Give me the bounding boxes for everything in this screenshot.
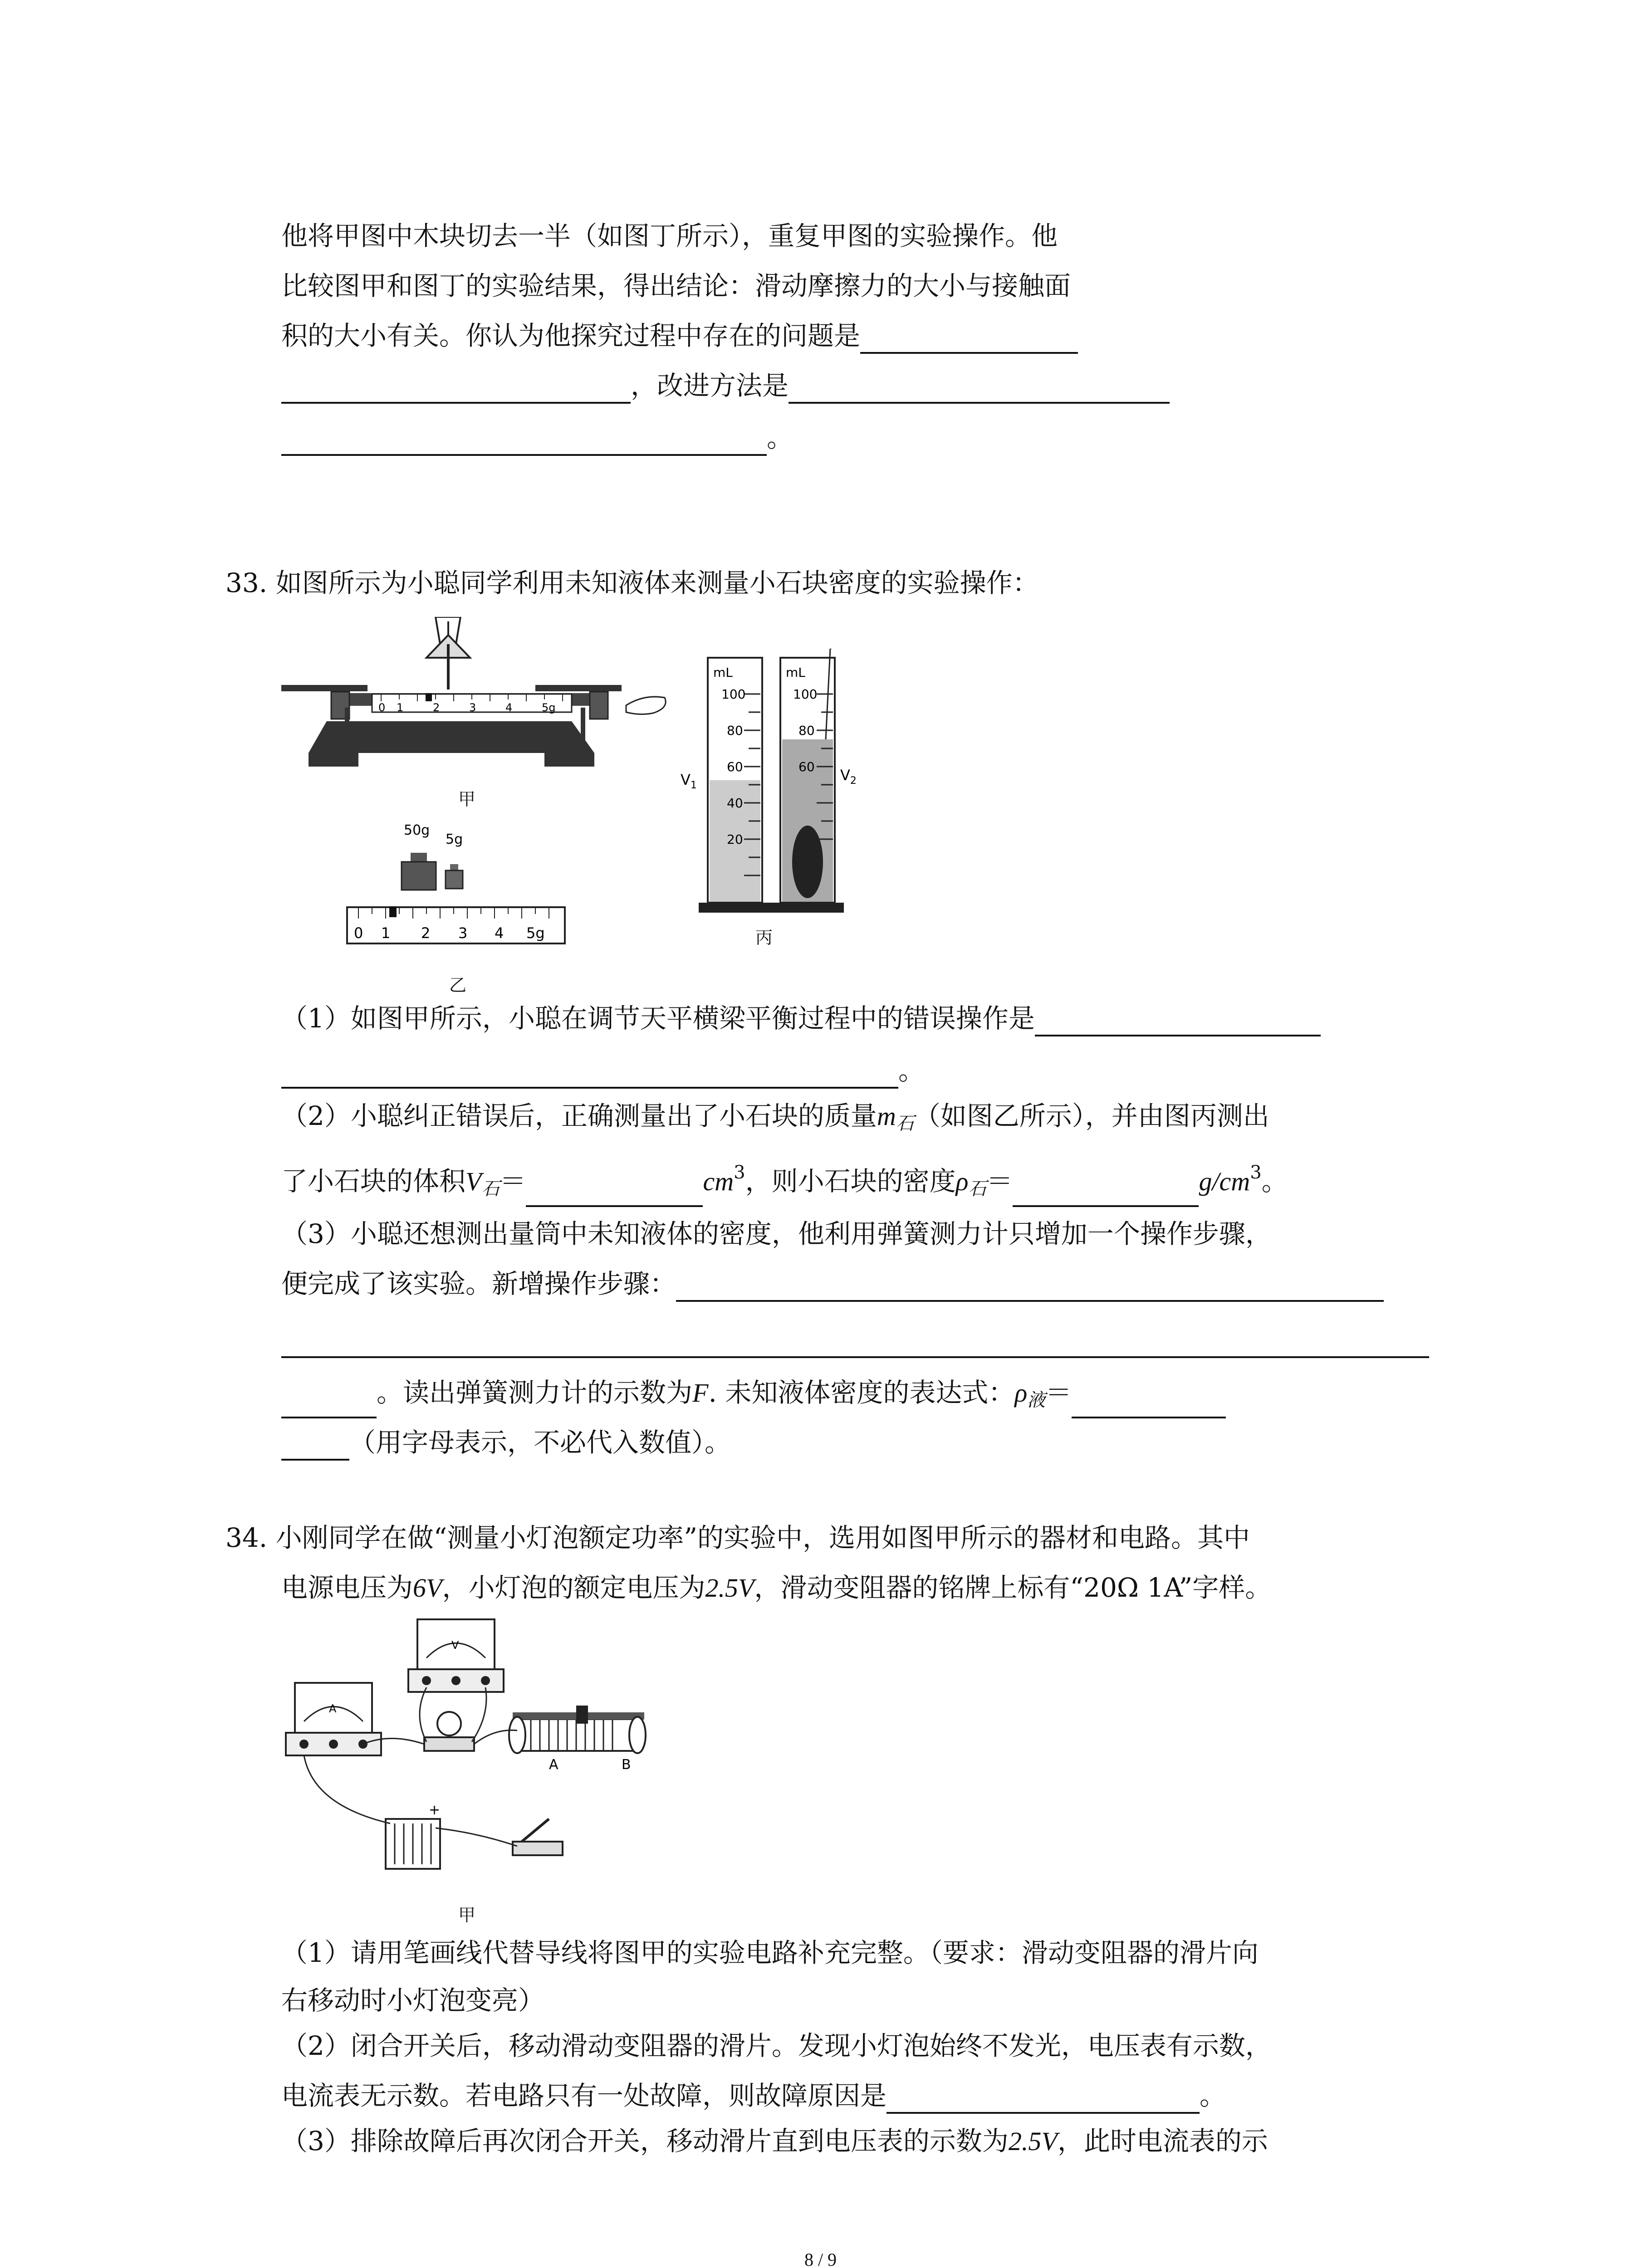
balance-scale-label: 3 xyxy=(469,701,476,714)
balance-scale-label: 0 xyxy=(378,701,386,714)
weights-figure xyxy=(345,821,581,957)
answer-blank[interactable] xyxy=(281,1388,377,1418)
q34-part3-line1: （3）排除故障后再次闭合开关，移动滑片直到电压表的示数为2.5V，此时电流表的示 xyxy=(281,2126,1268,2156)
answer-blank[interactable] xyxy=(526,1177,703,1207)
q32-line-1: 他将甲图中木块切去一半（如图丁所示），重复甲图的实验操作。他 xyxy=(281,220,1058,251)
cylinder-tick: 60 xyxy=(727,759,743,774)
answer-blank[interactable] xyxy=(281,1059,898,1089)
answer-blank[interactable] xyxy=(281,374,631,404)
answer-blank[interactable] xyxy=(1072,1388,1226,1418)
scale-label: 5g xyxy=(526,924,545,942)
scale-label: 4 xyxy=(495,924,504,942)
q33-part3-line4: （用字母表示，不必代入数值）。 xyxy=(281,1424,731,1461)
v2-label: $V_2$ xyxy=(840,767,857,787)
q33-stem: 33. 如图所示为小聪同学利用未知液体来测量小石块密度的实验操作： xyxy=(225,567,1039,598)
cylinder-tick: 100 xyxy=(793,687,818,702)
weight-50g-label: 50g xyxy=(404,822,430,838)
answer-blank[interactable] xyxy=(887,2084,1200,2114)
answer-blank[interactable] xyxy=(860,324,1078,354)
q34-part2-line2: 电流表无示数。若电路只有一处故障，则故障原因是 。 xyxy=(281,2077,1226,2114)
scale-label: 3 xyxy=(458,924,468,942)
scale-label: 1 xyxy=(381,924,391,942)
figure-caption-jia-circuit: 甲 xyxy=(458,1905,476,1925)
q32-line-4: ，改进方法是 xyxy=(281,367,1170,404)
q34-stem-line1: 34. 小刚同学在做“测量小灯泡额定功率”的实验中，选用如图甲所示的器材和电路。其中 xyxy=(225,1522,1250,1553)
cylinder-tick: 80 xyxy=(727,723,743,738)
q33-part2-line2: 了小石块的体积$V_石= cm^3$，则小石块的密度$\rho_石= g/cm^3$。 xyxy=(281,1154,1288,1207)
answer-blank[interactable] xyxy=(281,1356,1429,1358)
q34-part1-line2: 右移动时小灯泡变亮） xyxy=(281,1985,545,2016)
cylinders-figure xyxy=(676,649,876,921)
q33-part3-line3: 。读出弹簧测力计的示数为F. 未知液体密度的表达式：$\rho_液=$ xyxy=(281,1374,1226,1418)
rheostat-terminal-b: B xyxy=(622,1757,631,1773)
cylinder-tick: 40 xyxy=(727,796,743,811)
cylinder-tick: 80 xyxy=(798,723,815,738)
weight-5g-label: 5g xyxy=(446,831,463,847)
balance-scale-label: 1 xyxy=(397,701,404,714)
q33-part1-line2: 。 xyxy=(281,1052,925,1089)
figure-caption-jia: 甲 xyxy=(458,789,476,809)
q34-stem-line2: 电源电压为6V，小灯泡的额定电压为2.5V，滑动变阻器的铭牌上标有“20Ω 1A”字样。 xyxy=(281,1572,1272,1603)
cylinder-tick: 20 xyxy=(727,832,743,847)
ammeter-symbol: A xyxy=(329,1702,337,1715)
q34-part1-line1: （1）请用笔画线代替导线将图甲的实验电路补充完整。（要求：滑动变阻器的滑片向 xyxy=(281,1937,1259,1968)
answer-blank[interactable] xyxy=(676,1272,1384,1302)
q33-part2-line1: （2）小聪纠正错误后，正确测量出了小石块的质量$m_石$（如图乙所示），并由图丙测出 xyxy=(281,1100,1269,1134)
answer-blank[interactable] xyxy=(281,426,767,456)
q34-part2-line1: （2）闭合开关后，移动滑动变阻器的滑片。发现小灯泡始终不发光，电压表有示数， xyxy=(281,2030,1272,2061)
q32-line-5: 。 xyxy=(281,420,793,456)
cylinder-unit-label: mL xyxy=(713,665,733,680)
cylinder-unit-label: mL xyxy=(786,665,805,680)
q33-part3-line1: （3）小聪还想测出量筒中未知液体的密度，他利用弹簧测力计只增加一个操作步骤， xyxy=(281,1218,1272,1249)
switch-icon xyxy=(513,1842,563,1855)
q33-part1-line1: （1）如图甲所示，小聪在调节天平横梁平衡过程中的错误操作是 xyxy=(281,1000,1321,1036)
circuit-figure xyxy=(277,1615,667,1914)
v1-label: $V_1$ xyxy=(681,771,697,791)
scale-label: 0 xyxy=(354,924,363,942)
answer-blank[interactable] xyxy=(789,374,1170,404)
balance-scale-label: 5g xyxy=(542,701,556,714)
figure-caption-bing: 丙 xyxy=(755,928,773,948)
balance-scale-label: 4 xyxy=(505,701,513,714)
q33-part3-line2: 便完成了该实验。新增操作步骤： xyxy=(281,1266,1384,1302)
answer-blank[interactable] xyxy=(1035,1007,1321,1036)
page-number: 8 / 9 xyxy=(804,2249,837,2268)
balance-scale-label: 2 xyxy=(433,701,440,714)
answer-blank[interactable] xyxy=(281,1431,349,1461)
bulb-icon xyxy=(437,1712,461,1735)
cylinder-tick: 60 xyxy=(798,759,815,774)
cylinder-tick: 100 xyxy=(721,687,746,702)
q32-line-2: 比较图甲和图丁的实验结果，得出结论：滑动摩擦力的大小与接触面 xyxy=(281,270,1071,301)
q32-line-3: 积的大小有关。你认为他探究过程中存在的问题是 xyxy=(281,318,1078,354)
answer-blank[interactable] xyxy=(1013,1177,1199,1207)
balance-figure xyxy=(281,617,676,807)
svg-text:+: + xyxy=(429,1802,441,1818)
voltmeter-symbol: V xyxy=(451,1639,459,1652)
scale-label: 2 xyxy=(421,924,431,942)
rheostat-terminal-a: A xyxy=(549,1757,558,1773)
figure-caption-yi: 乙 xyxy=(449,975,467,995)
